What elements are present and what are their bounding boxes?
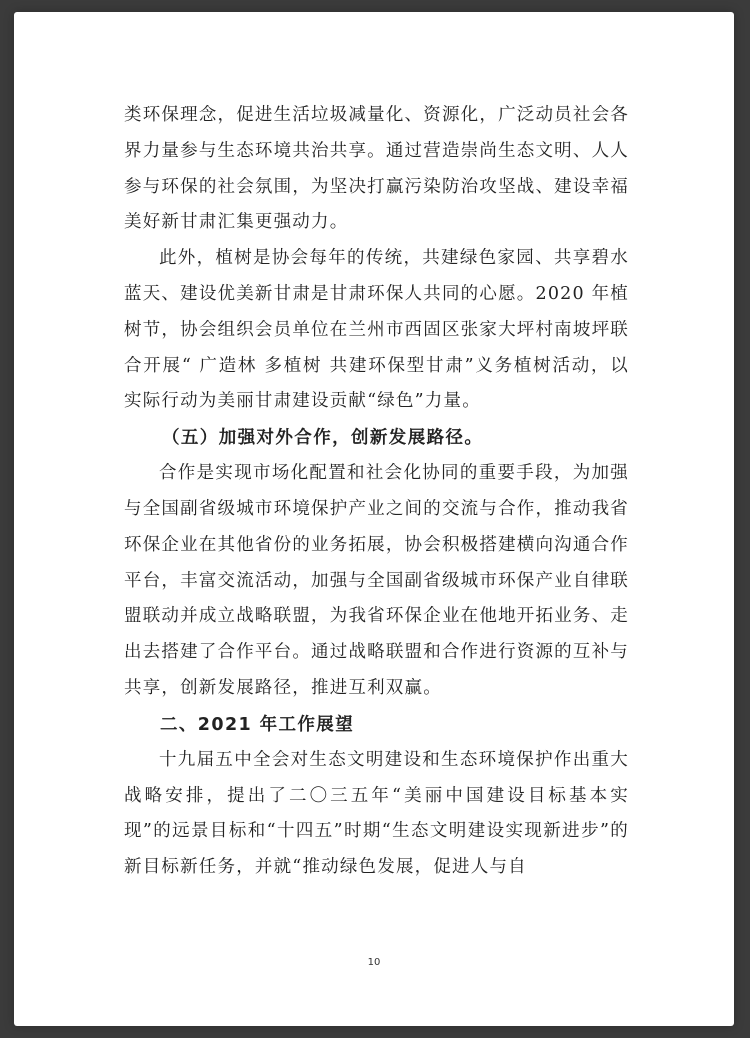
paragraph-cooperation: 合作是实现市场化配置和社会化协同的重要手段，为加强与全国副省级城市环境保护产业之间的交流与合作，推动我省环保企业在其他省份的业务拓展，协会积极搭建横向沟通合作平台，丰富交流活动，加强与全国副省级城市环保产业自律联盟联动并成立战略联盟，为我省环保企业在他地开拓业务、走出去搭建了合作平台。通过战略联盟和合作进行资源的互补与共享，创新发展路径，推进互利双赢。 [124, 463, 629, 698]
paragraph-environment-concept: 类环保理念，促进生活垃圾减量化、资源化，广泛动员社会各界力量参与生态环境共治共享。通过营造崇尚生态文明、人人参与环保的社会氛围，为坚决打赢污染防治攻坚战、建设幸福美好新甘肃汇集更强动力。 [124, 105, 629, 233]
section-heading-2021-outlook: 二、2021 年工作展望 [160, 714, 355, 735]
document-body [124, 98, 629, 886]
page-number: 10 [367, 957, 381, 968]
paragraph-fifth-plenum: 十九届五中全会对生态文明建设和生态环境保护作出重大战略安排，提出了二〇三五年“美丽中国建设目标基本实现”的远景目标和“十四五”时期“生态文明建设实现新进步”的新目标新任务，并就“推动绿色发展，促进人与自 [124, 749, 629, 878]
paragraph-tree-planting: 此外，植树是协会每年的传统，共建绿色家园、共享碧水蓝天、建设优美新甘肃是甘肃环保人共同的心愿。2020 年植树节，协会组织会员单位在兰州市西固区张家大坪村南坡坪联合开展“ 广造林 多植树 共建环保型甘肃”义务植树活动，以实际行动为美丽甘肃建设贡献“绿色”力量。 [124, 248, 629, 412]
document-page [14, 12, 734, 1026]
section-heading-external-cooperation: （五）加强对外合作，创新发展路径。 [162, 428, 484, 449]
